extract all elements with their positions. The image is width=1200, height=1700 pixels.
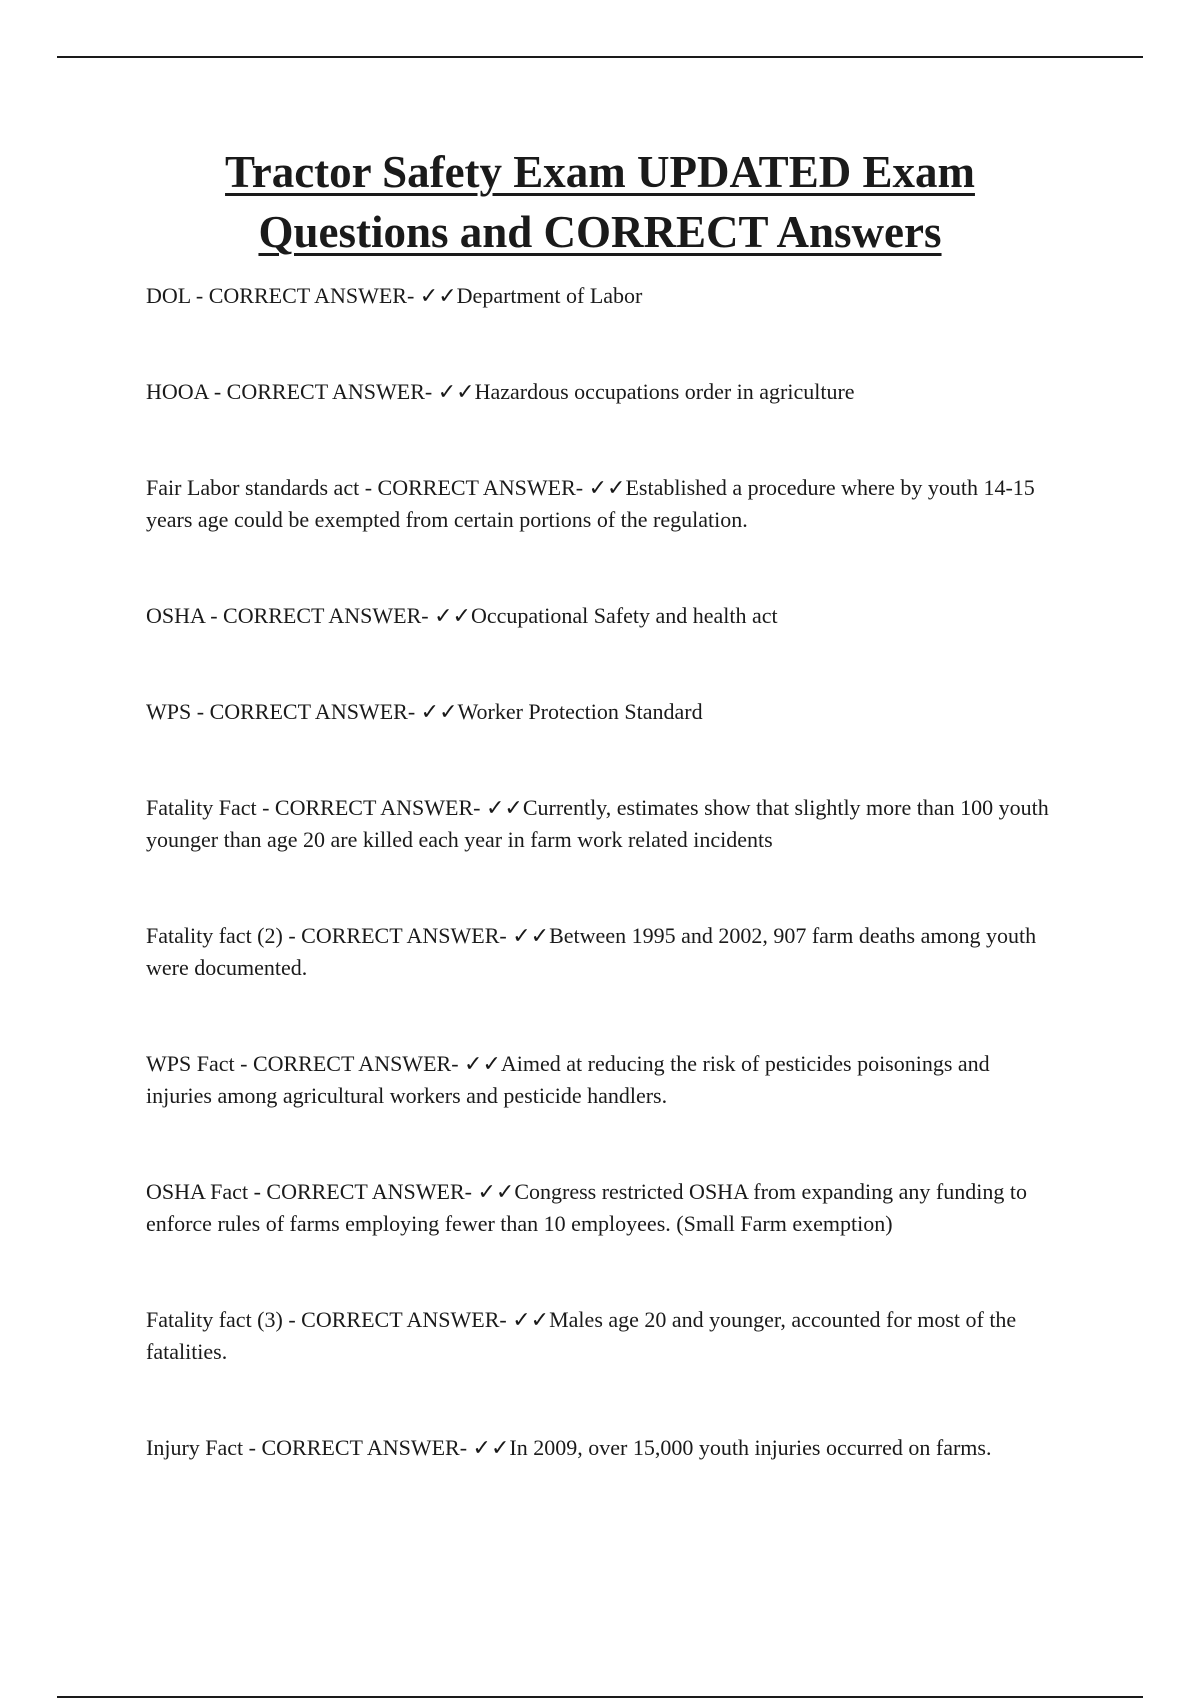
- correct-answer-label: - CORRECT ANSWER-: [204, 603, 435, 628]
- qa-item: [146, 1304, 1051, 1368]
- qa-term: WPS Fact: [146, 1051, 235, 1076]
- double-check-icon: ✓✓: [588, 475, 626, 500]
- qa-term: Fair Labor standards act: [146, 475, 360, 500]
- correct-answer-label: - CORRECT ANSWER-: [234, 1051, 465, 1076]
- qa-item: [146, 1176, 1051, 1240]
- qa-term: Fatality fact (3): [146, 1307, 283, 1332]
- correct-answer-label: - CORRECT ANSWER-: [282, 1307, 513, 1332]
- correct-answer-label: - CORRECT ANSWER-: [359, 475, 589, 500]
- correct-answer-label: - CORRECT ANSWER-: [282, 923, 513, 948]
- bottom-rule: [57, 1696, 1143, 1698]
- qa-answer: In 2009, over 15,000 youth injuries occurred on farms.: [509, 1435, 992, 1460]
- double-check-icon: ✓✓: [420, 699, 458, 724]
- double-check-icon: ✓✓: [419, 283, 457, 308]
- correct-answer-label: - CORRECT ANSWER-: [256, 795, 486, 820]
- qa-answer: Worker Protection Standard: [457, 699, 703, 724]
- qa-term: Fatality Fact: [146, 795, 257, 820]
- title-line-2: Questions and CORRECT Answers: [258, 207, 942, 257]
- correct-answer-label: - CORRECT ANSWER-: [248, 1179, 478, 1204]
- qa-item: [146, 696, 1051, 728]
- qa-item: [146, 600, 1051, 632]
- page-title: [100, 142, 1100, 262]
- qa-term: DOL: [146, 283, 191, 308]
- qa-item: [146, 1432, 1051, 1464]
- qa-item: [146, 1048, 1051, 1112]
- double-check-icon: ✓✓: [434, 603, 471, 628]
- correct-answer-label: - CORRECT ANSWER-: [191, 699, 421, 724]
- double-check-icon: ✓✓: [437, 379, 475, 404]
- qa-item: [146, 472, 1051, 536]
- double-check-icon: ✓✓: [512, 1307, 550, 1332]
- qa-item: [146, 792, 1051, 856]
- qa-item: [146, 920, 1051, 984]
- qa-term: WPS: [146, 699, 192, 724]
- correct-answer-label: - CORRECT ANSWER-: [208, 379, 438, 404]
- qa-answer: Currently, estimates show that slightly more than 100 youth younger than age 20 are killed each year in farm work related incidents: [146, 795, 1049, 852]
- qa-term: Injury Fact: [146, 1435, 244, 1460]
- qa-item: [146, 376, 1051, 408]
- qa-answer: Between 1995 and 2002, 907 farm deaths among youth were documented.: [146, 923, 1037, 980]
- qa-list: [146, 280, 1051, 1528]
- qa-answer: Established a procedure where by youth 14-15 years age could be exempted from certain portions of the regulation.: [146, 475, 1035, 532]
- title-line-1: Tractor Safety Exam UPDATED Exam: [225, 147, 975, 197]
- qa-answer: Occupational Safety and health act: [470, 603, 778, 628]
- double-check-icon: ✓✓: [512, 923, 550, 948]
- qa-answer: Males age 20 and younger, accounted for most of the fatalities.: [146, 1307, 1017, 1364]
- qa-term: HOOA: [146, 379, 209, 404]
- double-check-icon: ✓✓: [485, 795, 523, 820]
- correct-answer-label: - CORRECT ANSWER-: [243, 1435, 473, 1460]
- qa-term: Fatality fact (2): [146, 923, 283, 948]
- qa-term: OSHA Fact: [146, 1179, 249, 1204]
- qa-answer: Aimed at reducing the risk of pesticides poisonings and injuries among agricultural workers and pesticide handlers.: [146, 1051, 990, 1108]
- qa-term: OSHA: [146, 603, 205, 628]
- double-check-icon: ✓✓: [472, 1435, 510, 1460]
- double-check-icon: ✓✓: [477, 1179, 515, 1204]
- top-rule: [57, 56, 1143, 58]
- double-check-icon: ✓✓: [464, 1051, 501, 1076]
- qa-answer: Department of Labor: [456, 283, 643, 308]
- qa-answer: Hazardous occupations order in agriculture: [474, 379, 855, 404]
- correct-answer-label: - CORRECT ANSWER-: [190, 283, 420, 308]
- qa-item: [146, 280, 1051, 312]
- qa-answer: Congress restricted OSHA from expanding any funding to enforce rules of farms employing fewer than 10 employees. (Small Farm exemption): [146, 1179, 1027, 1236]
